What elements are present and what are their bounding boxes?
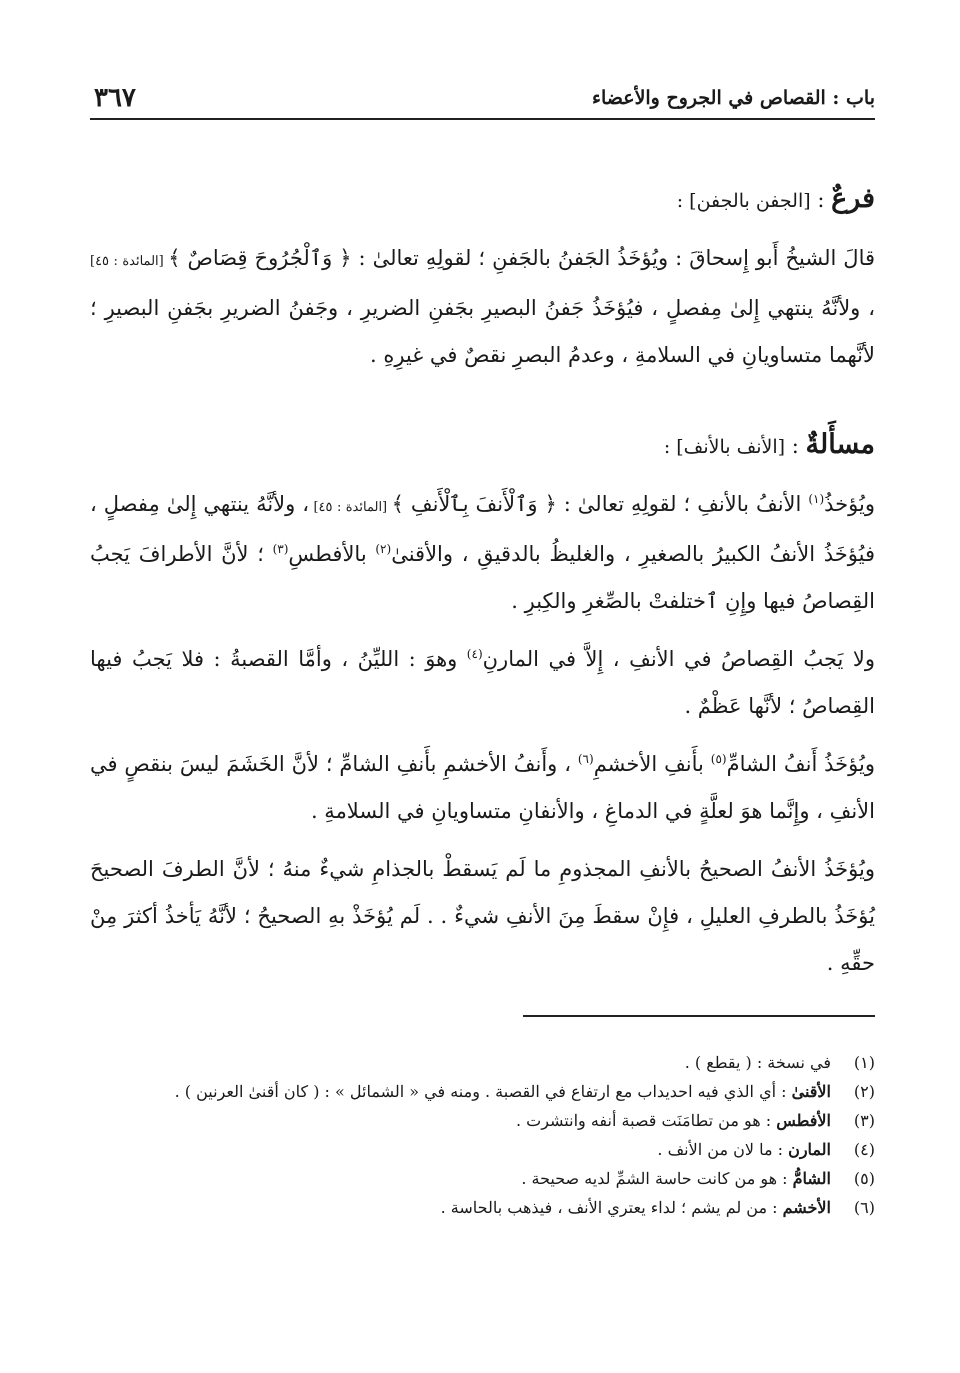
footnote-term: المارن [788, 1140, 831, 1159]
footnote-text [90, 1106, 831, 1135]
footnote-marker[interactable]: (٤) [466, 647, 483, 661]
footnote-body: : ما لان من الأنف . [657, 1140, 789, 1159]
footnote-marker[interactable]: (٣) [272, 542, 289, 556]
section-heading-far [90, 175, 875, 225]
footnote-body: : من لم يشم ؛ لداء يعتري الأنف ، فيذهب بالحاسة . [440, 1198, 783, 1217]
paragraph [90, 481, 875, 625]
footnote-number: (٣) [853, 1111, 875, 1130]
quran-reference: [المائدة : ٤٥] [90, 254, 169, 269]
footnote-text [90, 1077, 831, 1106]
footnote-body: : هو من تطامَنَت قصبة أنفه وانتشرت . [515, 1111, 777, 1130]
footnote-number: (٥) [853, 1169, 875, 1188]
paragraph-text: قالَ الشيخُ أَبو إِسحاقَ : ويُؤخَذُ الجَفنُ بالجَفنِ ؛ لقولِهِ تعالىٰ : ﴿ وَٱلْجُرُوحَ قِصَاصٌ ﴾ [168, 246, 875, 270]
chapter-title: باب : القصاص في الجروح والأعضاء [592, 87, 875, 109]
footnote-text [90, 1048, 831, 1077]
book-page [90, 0, 875, 1373]
footnote-body: : أي الذي فيه احديداب مع ارتفاع في القصبة . ومنه في « الشمائل » : ( كان أقنىٰ العرنين ) . [174, 1082, 792, 1101]
footnote-divider [523, 1015, 875, 1017]
heading-subtitle: [الجفن بالجفن] : [676, 190, 811, 212]
footnote [90, 1135, 875, 1164]
footnote-marker[interactable]: (٢) [375, 542, 392, 556]
footnote-number: (٦) [853, 1198, 875, 1217]
footnote-text [90, 1193, 831, 1222]
paragraph-text: ويُؤخذُ [824, 492, 875, 516]
footnote-body: : هو من كانت حاسة الشمِّ لديه صحيحة . [521, 1169, 793, 1188]
heading-keyword: فرعٌ [831, 183, 875, 214]
paragraph-text: وهوَ : الليِّنُ ، وأمَّا القصبةُ : فلا يَجبُ فيها القِصاصُ ؛ لأنَّها عَظْمٌ . [90, 647, 875, 718]
footnotes [90, 1048, 875, 1222]
paragraph-text: ، ولأنَّهُ ينتهي إِلىٰ مِفصلٍ ، فيُؤخَذُ جَفنُ البصيرِ بجَفنِ الضريرِ ، وجَفنُ الضريرِ بجَفنِ البصيرِ ؛ لأنَّهما متساويانِ في السلامةِ ، وعدمُ البصرِ نقصٌ في غيرِهِ . [90, 296, 875, 367]
paragraph [90, 636, 875, 730]
footnote [90, 1164, 875, 1193]
heading-subtitle: [الأنف بالأنف] : [663, 436, 786, 458]
footnote-text [90, 1164, 831, 1193]
footnote-marker[interactable]: (١) [808, 492, 825, 506]
paragraph: ويُؤخَذُ الأنفُ الصحيحُ بالأنفِ المجذومِ ما لَم يَسقطْ بالجذامِ شيءٌ منهُ ؛ لأنَّ الطرفَ الصحيحَ يُؤخَذُ بالطرفِ العليلِ ، فإِنْ سقطَ مِنَ الأنفِ شيءٌ . . لَم يُؤخَذْ بهِ الصحيحُ ؛ لأنَّهُ يَأخذُ أكثرَ مِنْ حقِّهِ . [90, 857, 875, 975]
footnote-term: الشامُّ [792, 1169, 831, 1188]
footnote-marker[interactable]: (٦) [577, 752, 594, 766]
section-heading-masala [90, 421, 875, 471]
paragraph [90, 235, 875, 379]
paragraph-text: بالأفطسِ [288, 542, 376, 566]
footnote [90, 1077, 875, 1106]
paragraph-text: ؛ لأنَّ الأطرافَ يَجبُ القِصاصُ فيها وإِنِ ٱختلفتْ بالصِّغرِ والكِبرِ . [90, 542, 875, 613]
quran-reference: [المائدة : ٤٥] [309, 500, 392, 515]
paragraph-text: ، ولأنَّهُ ينتهي إِلىٰ مِفصلٍ ، فيُؤخَذُ الأنفُ الكبيرُ بالصغيرِ ، والغليظُ بالدقيقِ ، والأقنىٰ [90, 492, 875, 566]
main-text [90, 175, 875, 987]
paragraph-text: بأَنفِ الأخشمِ [593, 752, 711, 776]
footnote-marker[interactable]: (٥) [710, 752, 727, 766]
footnote-body: في نسخة : ( يقطع ) . [684, 1053, 831, 1072]
footnote [90, 1048, 875, 1077]
paragraph-text: ويُؤخَذُ أَنفُ الشامِّ [726, 752, 875, 776]
running-header [90, 78, 875, 120]
paragraph-text: الأنفُ بالأنفِ ؛ لقولِهِ تعالىٰ : ﴿ وَٱلْأَنفَ بِٱلْأَنفِ ﴾ [391, 492, 809, 516]
heading-separator: : [810, 188, 832, 212]
footnote-term: الأقنىٰ [791, 1082, 831, 1101]
paragraph-text: ، وأَنفُ الأخشمِ بأَنفِ الشامِّ ؛ لأنَّ الخَشَمَ ليسَ بنقصٍ في الأنفِ ، وإِنَّما هوَ لعلَّةٍ في الدماغِ ، والأنفانِ متساويانِ في السلامةِ . [90, 752, 875, 823]
footnote-number: (٢) [853, 1082, 875, 1101]
footnote [90, 1106, 875, 1135]
footnote-text [90, 1135, 831, 1164]
footnote [90, 1193, 875, 1222]
paragraph-text: ولا يَجبُ القِصاصُ في الأنفِ ، إِلاَّ في المارنِ [482, 647, 875, 671]
footnote-number: (٤) [853, 1140, 875, 1159]
footnote-term: الأخشم [782, 1198, 831, 1217]
heading-separator: : [785, 434, 806, 458]
heading-keyword: مسأَلةٌ [805, 429, 875, 460]
footnote-number: (١) [853, 1053, 875, 1072]
paragraph [90, 741, 875, 835]
page-number: ٣٦٧ [94, 83, 136, 113]
footnote-term: الأفطس [776, 1111, 831, 1130]
